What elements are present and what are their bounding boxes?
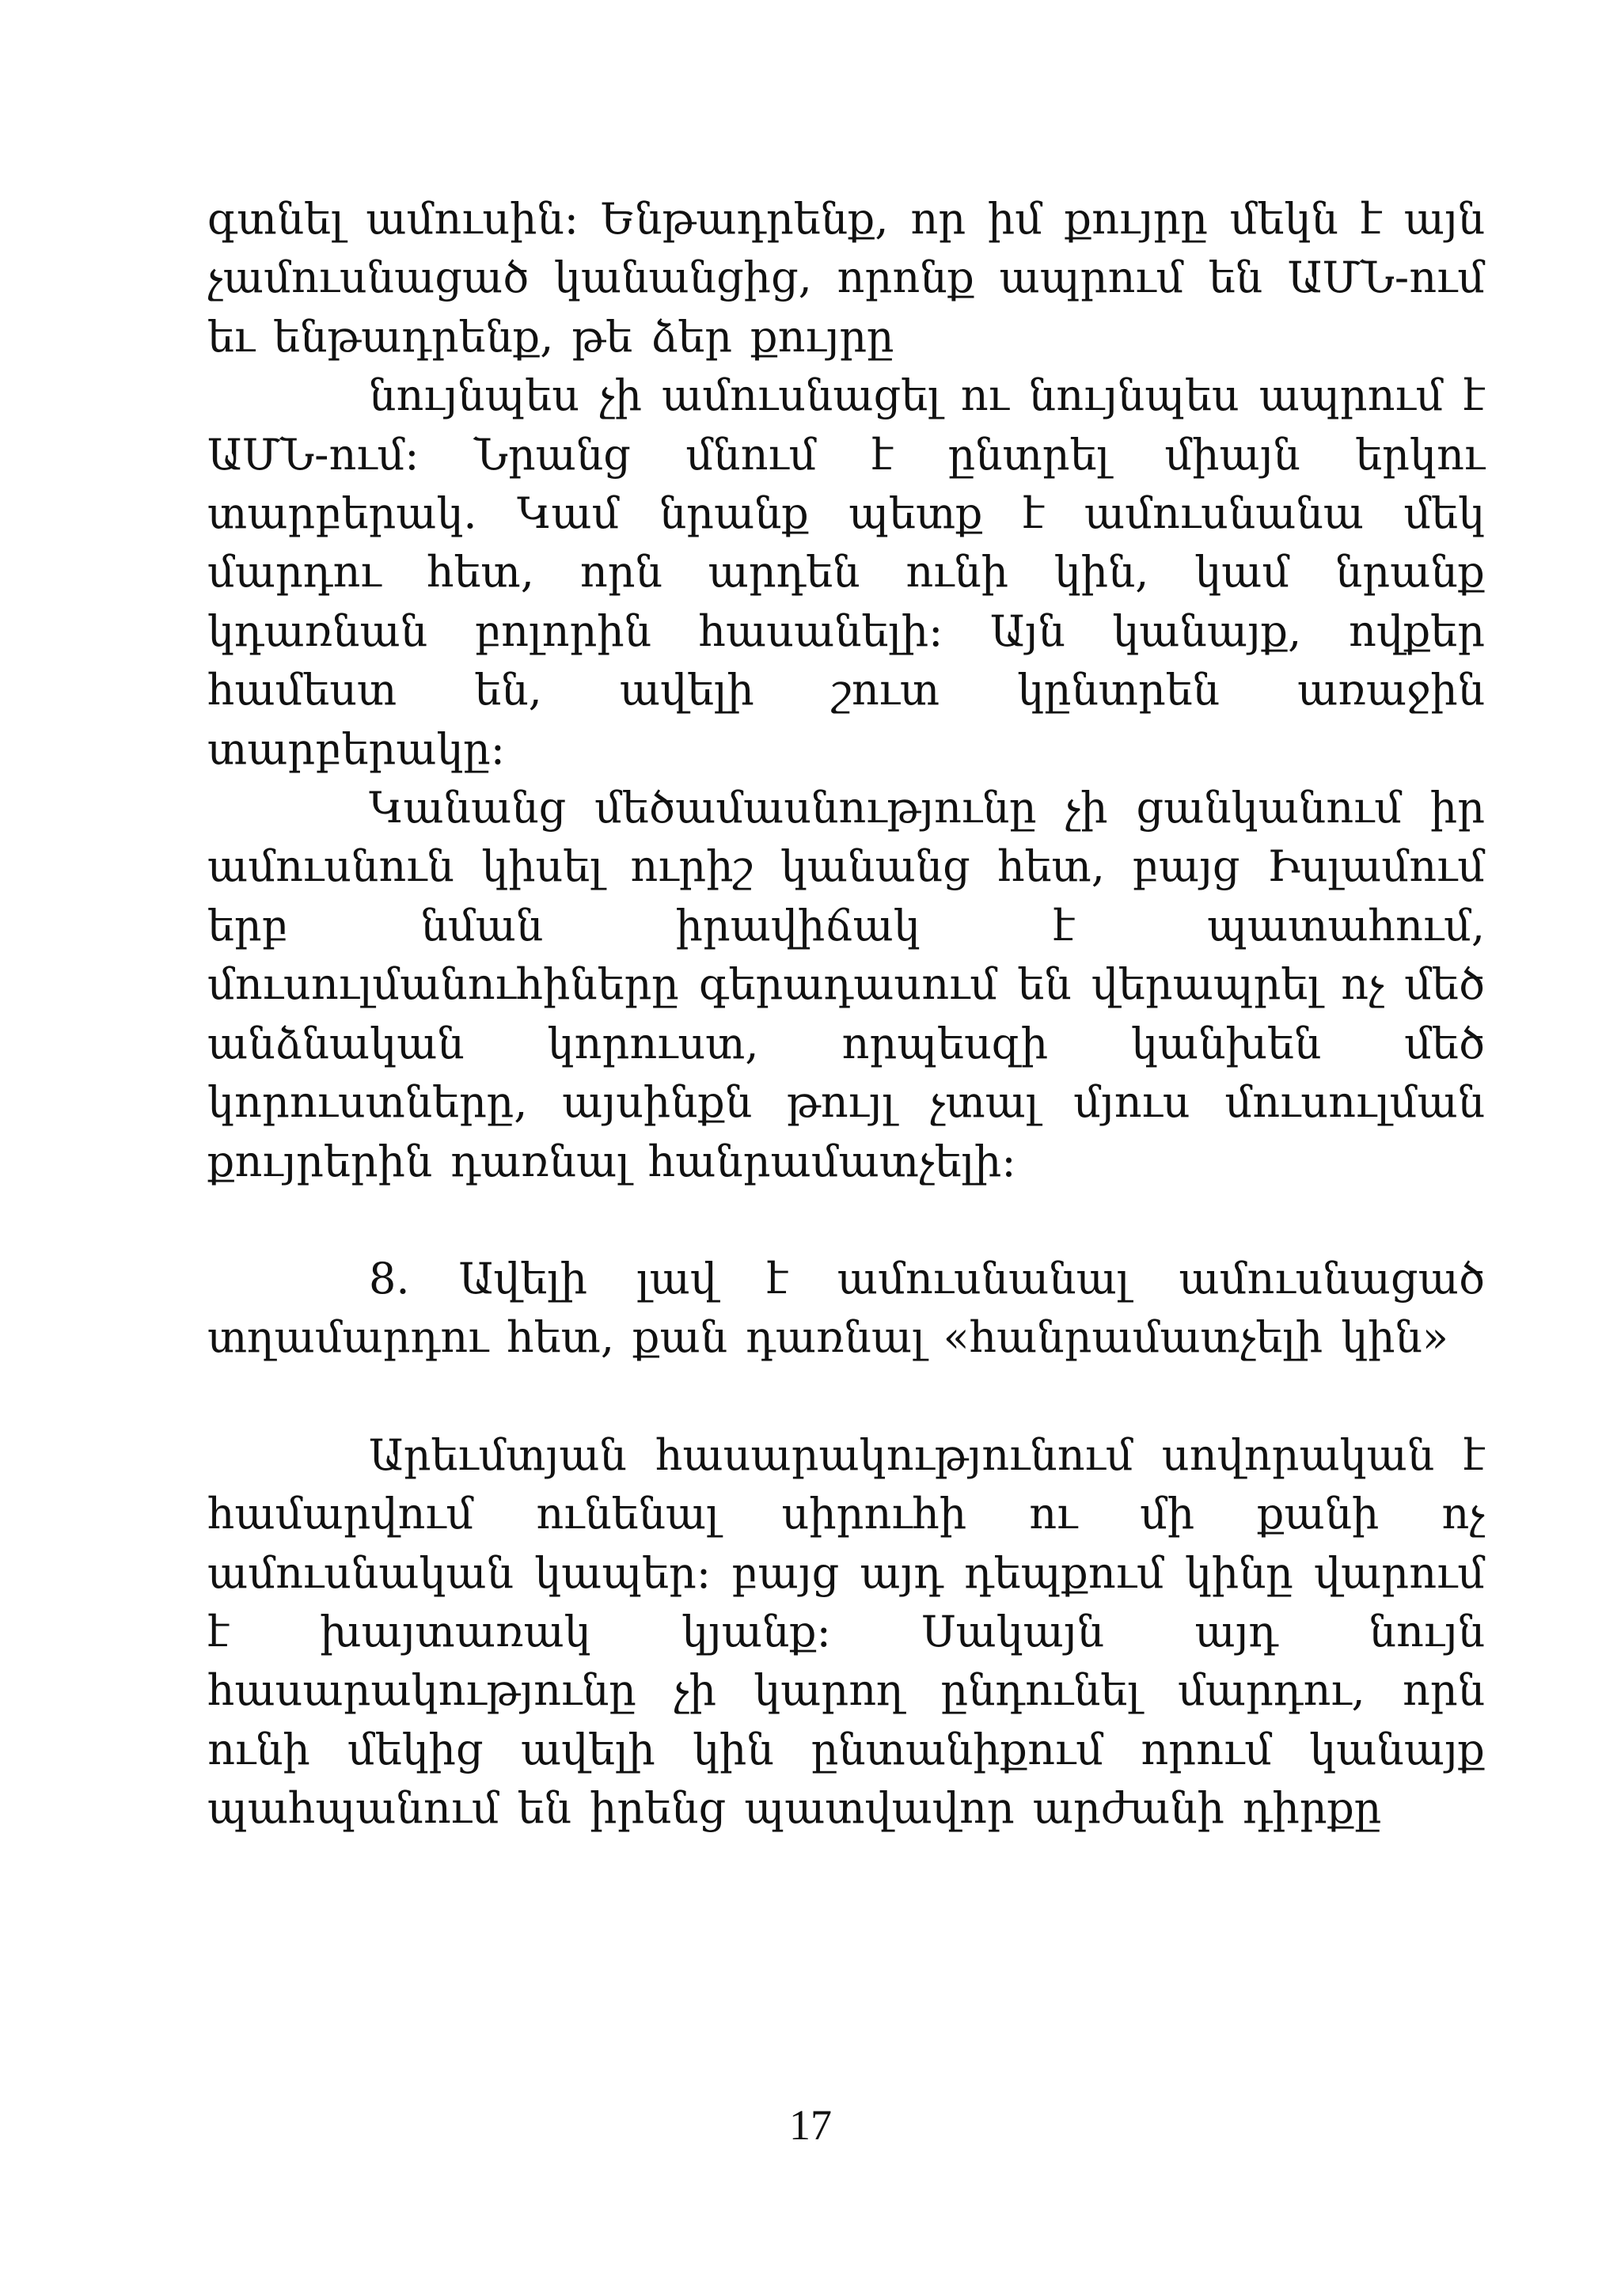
paragraph-western-society: Արեւմտյան հասարակությունում սովորական է համարվում ունենալ սիրուհի ու մի քանի ոչ ամուսնական կապեր: բայց այդ դեպքում կինը վարում է խայտառակ կյանք: Սակայն այդ նույն հասարակությունը չի կարող ընդունել մարդու, որն ունի մեկից ավելի կին ընտանիքում որում կանայք պահպանում են իրենց պատվավոր արժանի դիրքը: [207, 1429, 1485, 1834]
document-page: [207, 190, 1485, 1839]
paragraph-sharing-husband: Կանանց մեծամասնությունը չի ցանկանում իր ամուսնուն կիսել ուրիշ կանանց հետ, բայց Իսլամում երբ նման իրավիճակ է պատահում, մուսուլմանուհիները գերադասում են վերապրել ոչ մեծ անձնական կորուստ, որպեսզի կանխեն մեծ կորուստները, այսինքն թույլ չտալ մյուս մուսուլման քույրերին դառնալ հանրամատչելի:: [207, 783, 1485, 1186]
paragraph-choice-options: նույնպես չի ամուսնացել ու նույնպես ապրում է ԱՄՆ-ում: Նրանց մնում է ընտրել միայն երկու տարբերակ. Կամ նրանք պետք է ամուսնանա մեկ մարդու հետ, որն արդեն ունի կին, կամ նրանք կդառնան բոլորին հասանելի: Այն կանայք, ովքեր համեստ են, ավելի շուտ կընտրեն առաջին տարբերակը:: [207, 370, 1485, 774]
paragraph-spacer: [207, 1191, 1485, 1250]
section-heading: 8. Ավելի լավ է ամուսնանալ ամուսնացած տղամարդու հետ, քան դառնալ «հանրամատչելի կին»: [207, 1253, 1485, 1363]
paragraph-continuation: գտնել ամուսին: Ենթադրենք, որ իմ քույրը մեկն է այն չամուսնացած կանանցից, որոնք ապրում են ԱՄՆ-ում եւ ենթադրենք, թե ձեր քույրը: [207, 194, 1485, 362]
page-number: 17: [789, 2101, 832, 2149]
paragraph-spacer: [207, 1368, 1485, 1426]
